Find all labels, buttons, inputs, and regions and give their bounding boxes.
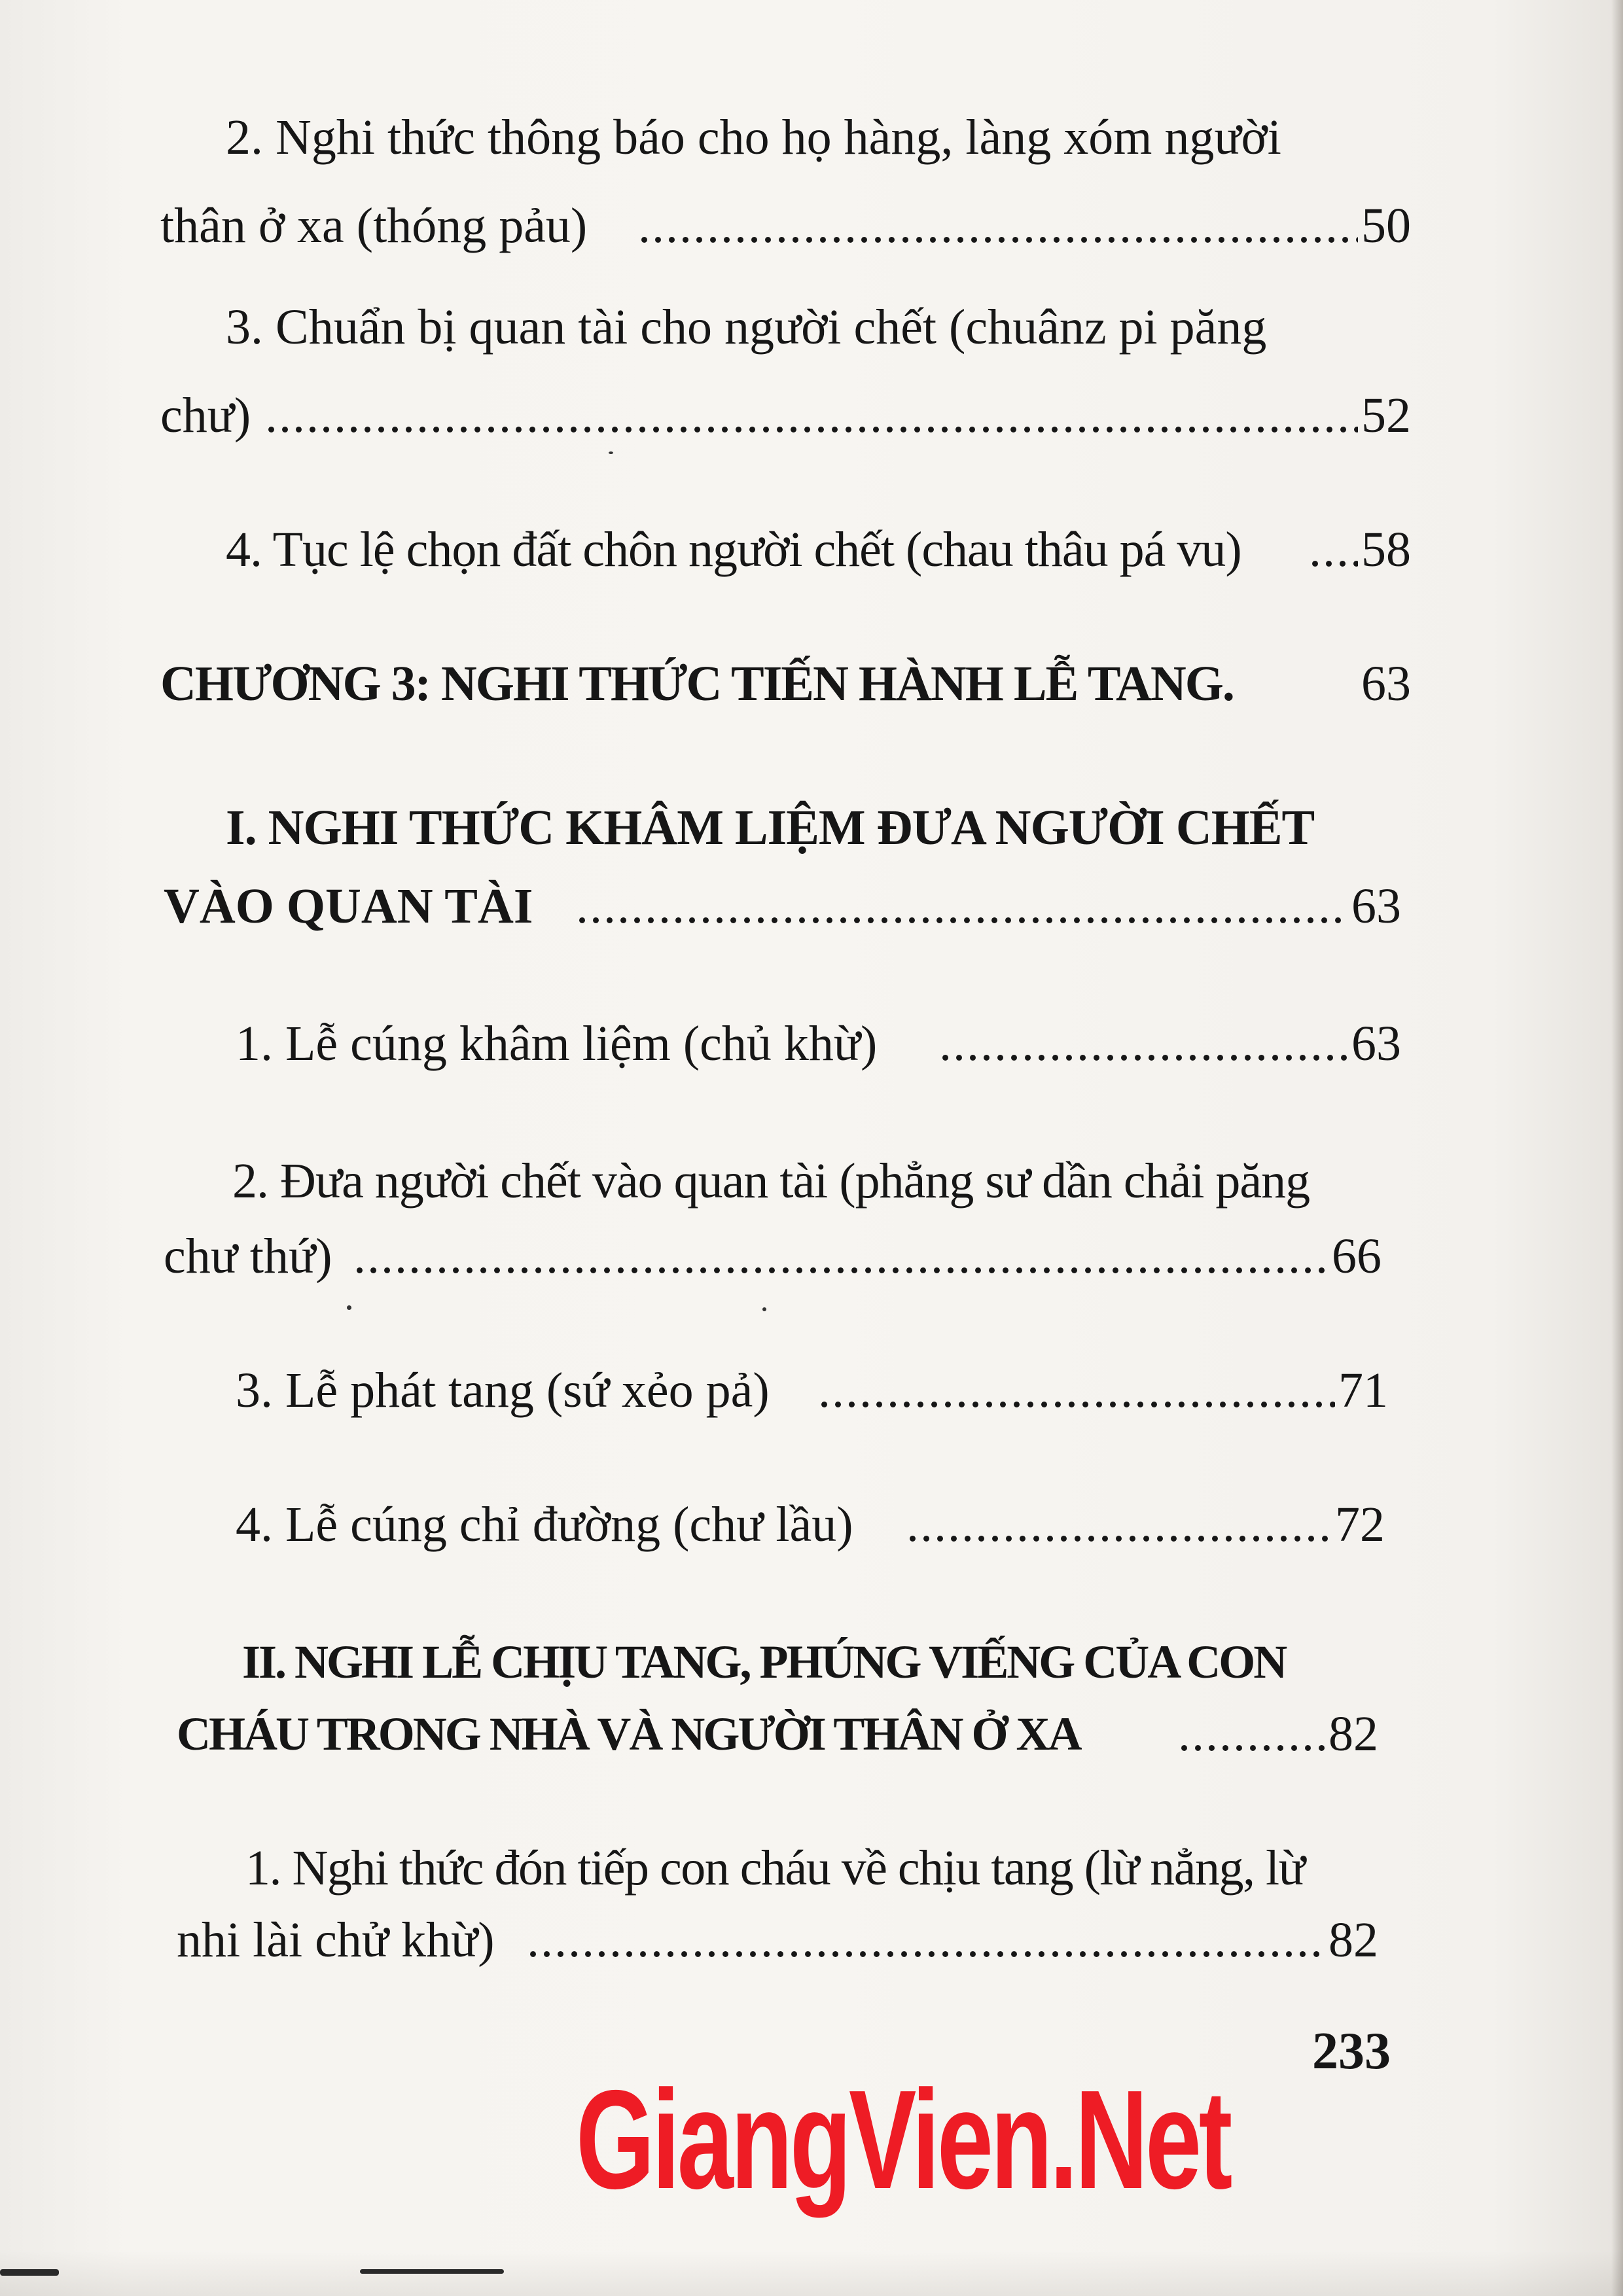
- section-title-line2: VÀO QUAN TÀI: [164, 879, 533, 934]
- section-title-line1: I. NGHI THỨC KHÂM LIỆM ĐƯA NGƯỜI CHẾT: [226, 800, 1315, 855]
- toc-entry-line2: chư thứ): [164, 1229, 332, 1284]
- toc-entry-line1: 1. Nghi thức đón tiếp con cháu về chịu tang (lừ nẳng, lừ: [245, 1841, 1305, 1896]
- toc-entry-line1: 2. Nghi thức thông báo cho họ hàng, làng xóm người: [226, 110, 1281, 165]
- dot-leader: [906, 1492, 1332, 1557]
- dot-leader: [939, 1011, 1348, 1076]
- toc-page-number: 63: [1351, 1016, 1401, 1071]
- dot-leader: [638, 193, 1358, 258]
- dot-leader: [353, 1224, 1329, 1289]
- toc-page-number: 82: [1329, 1706, 1378, 1761]
- chapter-title: CHƯƠNG 3: NGHI THỨC TIẾN HÀNH LỄ TANG.: [160, 656, 1234, 711]
- toc-entry-line2: nhi lài chử khừ): [177, 1913, 495, 1968]
- page-number: 233: [1312, 2022, 1391, 2080]
- print-speck: [762, 1307, 766, 1311]
- toc-entry-line1: 2. Đưa người chết vào quan tài (phẳng sư dần chải păng: [232, 1154, 1310, 1209]
- dot-leader: [576, 874, 1348, 939]
- toc-entry-line1: 1. Lễ cúng khâm liệm (chủ khừ): [236, 1016, 878, 1071]
- toc-page-number: 66: [1332, 1229, 1382, 1284]
- toc-page-number: 50: [1361, 198, 1411, 253]
- toc-entry-line1: 3. Chuẩn bị quan tài cho người chết (chuânz pi păng: [226, 300, 1267, 355]
- page-edge-shadow: [1611, 0, 1623, 2296]
- dot-leader: [265, 383, 1358, 448]
- toc-entry-line2: thân ở xa (thóng pảu): [160, 198, 588, 253]
- toc-entry-line1: 4. Tục lệ chọn đất chôn người chết (chau thâu pá vu): [226, 522, 1241, 577]
- dot-leader: [527, 1907, 1325, 1973]
- toc-page-number: 72: [1335, 1497, 1385, 1552]
- section-title-line2: CHÁU TRONG NHÀ VÀ NGƯỜI THÂN Ở XA: [177, 1708, 1080, 1760]
- section-title-line1: II. NGHI LỄ CHỊU TANG, PHÚNG VIẾNG CỦA CON: [242, 1636, 1286, 1688]
- toc-entry-line2: chư): [160, 388, 251, 443]
- toc-entry-line1: 4. Lễ cúng chỉ đường (chư lầu): [236, 1497, 853, 1552]
- toc-page-number: 63: [1361, 656, 1411, 711]
- dot-leader: [818, 1358, 1335, 1423]
- watermark-logo: GiangVien.Net: [576, 2060, 1230, 2218]
- toc-page-number: 58: [1361, 522, 1411, 577]
- dot-leader: [1309, 517, 1358, 582]
- scan-bottom-shadow: [0, 2251, 1623, 2296]
- scan-artifact: [360, 2269, 504, 2274]
- toc-page-number: 52: [1361, 388, 1411, 443]
- print-speck: [347, 1305, 351, 1310]
- print-speck: [609, 451, 613, 454]
- toc-entry-line1: 3. Lễ phát tang (sứ xẻo pả): [236, 1363, 770, 1418]
- toc-page-number: 63: [1351, 879, 1401, 934]
- scan-artifact: [0, 2269, 59, 2276]
- dot-leader: [1178, 1701, 1329, 1767]
- toc-page-number: 71: [1338, 1363, 1388, 1418]
- toc-page-number: 82: [1329, 1913, 1378, 1968]
